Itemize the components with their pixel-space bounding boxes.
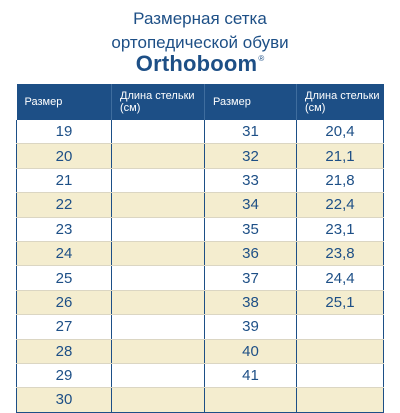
table-cell	[112, 120, 205, 144]
table-row	[17, 266, 384, 290]
table-row	[17, 339, 384, 363]
table-header-row	[17, 84, 384, 120]
table-cell: 36	[205, 241, 297, 265]
table-cell	[297, 339, 384, 363]
table-cell: 26	[17, 290, 112, 314]
table-row	[17, 290, 384, 314]
table-cell: 25,1	[297, 290, 384, 314]
table-row	[17, 193, 384, 217]
size-chart-table	[16, 84, 384, 413]
table-cell	[112, 315, 205, 339]
table-cell: 39	[205, 315, 297, 339]
table-cell: 28	[17, 339, 112, 363]
table-cell: 22,4	[297, 193, 384, 217]
table-cell	[112, 144, 205, 168]
table-cell: 40	[205, 339, 297, 363]
table-row	[17, 363, 384, 387]
table-row	[17, 217, 384, 241]
table-cell: 21,1	[297, 144, 384, 168]
table-cell: 23,1	[297, 217, 384, 241]
table-row	[17, 144, 384, 168]
table-cell: 22	[17, 193, 112, 217]
brand-name: Orthoboom	[135, 51, 258, 76]
table-cell: 19	[17, 120, 112, 144]
table-row	[17, 315, 384, 339]
table-cell: 37	[205, 266, 297, 290]
table-cell: 30	[17, 388, 112, 412]
table-cell	[297, 315, 384, 339]
table-row	[17, 120, 384, 144]
table-cell: 25	[17, 266, 112, 290]
registered-mark: ®	[258, 54, 265, 63]
table-cell: 29	[17, 363, 112, 387]
table-cell: 33	[205, 168, 297, 192]
table-cell: 23,8	[297, 241, 384, 265]
table-cell: 24	[17, 241, 112, 265]
table-cell	[112, 266, 205, 290]
table-cell: 24,4	[297, 266, 384, 290]
header-insole-length-right: Длина стельки (см)	[297, 84, 384, 120]
table-row	[17, 168, 384, 192]
table-cell: 21	[17, 168, 112, 192]
table-cell: 27	[17, 315, 112, 339]
table-cell: 32	[205, 144, 297, 168]
table-cell	[112, 193, 205, 217]
brand-logo	[0, 52, 400, 79]
table-row	[17, 241, 384, 265]
header-size-right: Размер	[205, 84, 297, 120]
table-cell: 31	[205, 120, 297, 144]
table-cell	[112, 217, 205, 241]
table-cell: 38	[205, 290, 297, 314]
header-size-left: Размер	[17, 84, 112, 120]
table-cell: 20	[17, 144, 112, 168]
table-cell: 23	[17, 217, 112, 241]
table-cell	[112, 241, 205, 265]
table-cell: 35	[205, 217, 297, 241]
table-cell	[112, 168, 205, 192]
table-cell	[297, 363, 384, 387]
table-cell: 20,4	[297, 120, 384, 144]
header-insole-length-left: Длина стельки (см)	[112, 84, 205, 120]
table-cell: 41	[205, 363, 297, 387]
page-title-line-2: ортопедической обуви	[111, 33, 289, 52]
table-cell	[112, 339, 205, 363]
table-cell: 21,8	[297, 168, 384, 192]
page-title-line-1: Размерная сетка	[133, 9, 267, 28]
table-cell	[112, 290, 205, 314]
table-cell: 34	[205, 193, 297, 217]
table-cell	[112, 363, 205, 387]
